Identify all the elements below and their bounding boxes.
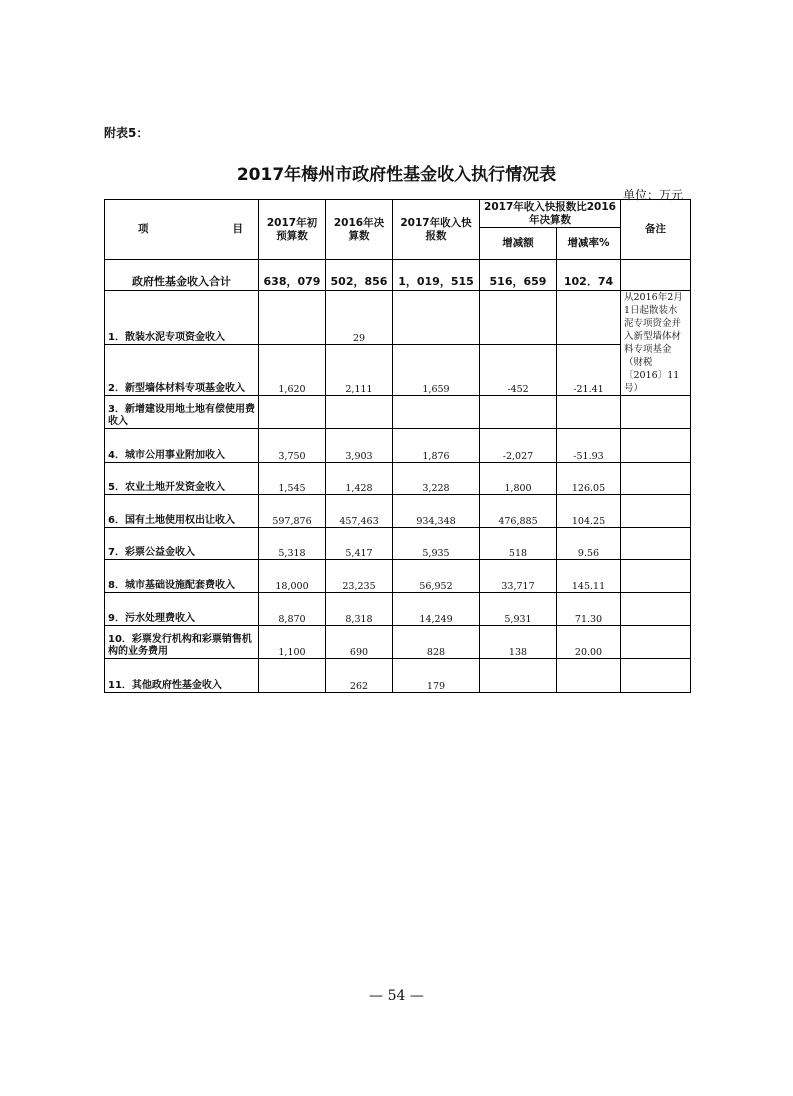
table-row (105, 345, 691, 396)
row-express-2017: 3,228 (393, 463, 480, 495)
header-change-rate: 增减率% (557, 228, 621, 260)
row-change-amount: 5,931 (480, 593, 557, 626)
row-express-2017: 828 (393, 626, 480, 659)
table-row (105, 593, 691, 626)
row-remarks (621, 396, 691, 429)
total-change-amount: 516，659 (480, 260, 557, 291)
row-express-2017: 1,659 (393, 345, 480, 396)
header-final-2016: 2016年决算数 (326, 200, 393, 260)
total-name: 政府性基金收入合计 (105, 260, 259, 291)
row-change-amount: -452 (480, 345, 557, 396)
row-final-2016: 8,318 (326, 593, 393, 626)
row-change-rate: 104.25 (557, 495, 621, 528)
row-express-2017 (393, 291, 480, 345)
row-change-amount (480, 659, 557, 693)
header-item-right: 目 (232, 223, 243, 235)
total-express-2017: 1，019，515 (393, 260, 480, 291)
row-final-2016: 262 (326, 659, 393, 693)
header-remarks: 备注 (621, 200, 691, 260)
page-number: — 54 — (369, 988, 424, 1004)
row-final-2016 (326, 396, 393, 429)
header-compare-group: 2017年收入快报数比2016年决算数 (480, 200, 621, 228)
row-budget-2017 (259, 659, 326, 693)
row-remarks (621, 560, 691, 593)
header-item-left: 项 (138, 223, 149, 235)
row-change-amount: 476,885 (480, 495, 557, 528)
row-change-rate: 71.30 (557, 593, 621, 626)
row-express-2017 (393, 396, 480, 429)
row-budget-2017 (259, 291, 326, 345)
row-change-amount: 518 (480, 528, 557, 560)
row-name: 5．农业土地开发资金收入 (105, 463, 259, 495)
row-change-rate: 126.05 (557, 463, 621, 495)
row-remarks (621, 528, 691, 560)
row-name: 2．新型墙体材料专项基金收入 (105, 345, 259, 396)
row-final-2016: 2,111 (326, 345, 393, 396)
row-remarks (621, 429, 691, 463)
row-final-2016: 457,463 (326, 495, 393, 528)
table-row (105, 291, 691, 345)
row-change-amount: 33,717 (480, 560, 557, 593)
row-express-2017: 179 (393, 659, 480, 693)
row-budget-2017: 5,318 (259, 528, 326, 560)
table-row (105, 560, 691, 593)
row-name: 4．城市公用事业附加收入 (105, 429, 259, 463)
total-change-rate: 102．74 (557, 260, 621, 291)
row-budget-2017: 8,870 (259, 593, 326, 626)
table-row (105, 495, 691, 528)
total-final-2016: 502，856 (326, 260, 393, 291)
row-budget-2017: 597,876 (259, 495, 326, 528)
row-change-rate (557, 291, 621, 345)
row-change-amount (480, 291, 557, 345)
table-row (105, 429, 691, 463)
row-budget-2017: 1,100 (259, 626, 326, 659)
row-final-2016: 23,235 (326, 560, 393, 593)
row-change-rate: -21.41 (557, 345, 621, 396)
row-express-2017: 14,249 (393, 593, 480, 626)
row-name: 6．国有土地使用权出让收入 (105, 495, 259, 528)
page-title: 2017年梅州市政府性基金收入执行情况表 (236, 165, 557, 185)
row-change-rate: 9.56 (557, 528, 621, 560)
row-budget-2017 (259, 396, 326, 429)
row-final-2016: 3,903 (326, 429, 393, 463)
row-express-2017: 5,935 (393, 528, 480, 560)
total-row (105, 260, 691, 291)
remark-note: 从2016年2月1日起散装水泥专项资金并入新型墙体材料专项基金（财税〔2016〕11号） (621, 291, 691, 396)
row-change-rate: -51.93 (557, 429, 621, 463)
row-name: 3．新增建设用地土地有偿使用费收入 (105, 396, 259, 429)
row-change-rate (557, 396, 621, 429)
row-final-2016: 1,428 (326, 463, 393, 495)
row-name: 1．散装水泥专项资金收入 (105, 291, 259, 345)
header-budget-2017: 2017年初预算数 (259, 200, 326, 260)
row-remarks (621, 495, 691, 528)
row-final-2016: 29 (326, 291, 393, 345)
appendix-label: 附表5： (104, 126, 149, 140)
row-change-amount: 1,800 (480, 463, 557, 495)
row-budget-2017: 18,000 (259, 560, 326, 593)
row-change-amount: 138 (480, 626, 557, 659)
row-name: 9．污水处理费收入 (105, 593, 259, 626)
unit-label: 单位：万元 (622, 188, 683, 202)
header-change-amount: 增减额 (480, 228, 557, 260)
row-budget-2017: 1,545 (259, 463, 326, 495)
row-express-2017: 1,876 (393, 429, 480, 463)
row-change-rate (557, 659, 621, 693)
row-name: 11．其他政府性基金收入 (105, 659, 259, 693)
table-row (105, 626, 691, 659)
row-budget-2017: 3,750 (259, 429, 326, 463)
row-change-amount (480, 396, 557, 429)
table-row (105, 659, 691, 693)
row-budget-2017: 1,620 (259, 345, 326, 396)
table-row (105, 463, 691, 495)
row-name: 8．城市基础设施配套费收入 (105, 560, 259, 593)
table-row (105, 396, 691, 429)
total-remarks (621, 260, 691, 291)
row-remarks (621, 659, 691, 693)
fund-revenue-table (104, 199, 691, 693)
header-item (105, 200, 259, 260)
row-remarks (621, 626, 691, 659)
row-name: 7．彩票公益金收入 (105, 528, 259, 560)
row-change-amount: -2,027 (480, 429, 557, 463)
total-budget-2017: 638，079 (259, 260, 326, 291)
row-name: 10．彩票发行机构和彩票销售机构的业务费用 (105, 626, 259, 659)
row-remarks (621, 593, 691, 626)
row-final-2016: 690 (326, 626, 393, 659)
row-change-rate: 20.00 (557, 626, 621, 659)
row-change-rate: 145.11 (557, 560, 621, 593)
table-row (105, 528, 691, 560)
row-express-2017: 56,952 (393, 560, 480, 593)
header-express-2017: 2017年收入快报数 (393, 200, 480, 260)
row-remarks (621, 463, 691, 495)
row-express-2017: 934,348 (393, 495, 480, 528)
row-final-2016: 5,417 (326, 528, 393, 560)
